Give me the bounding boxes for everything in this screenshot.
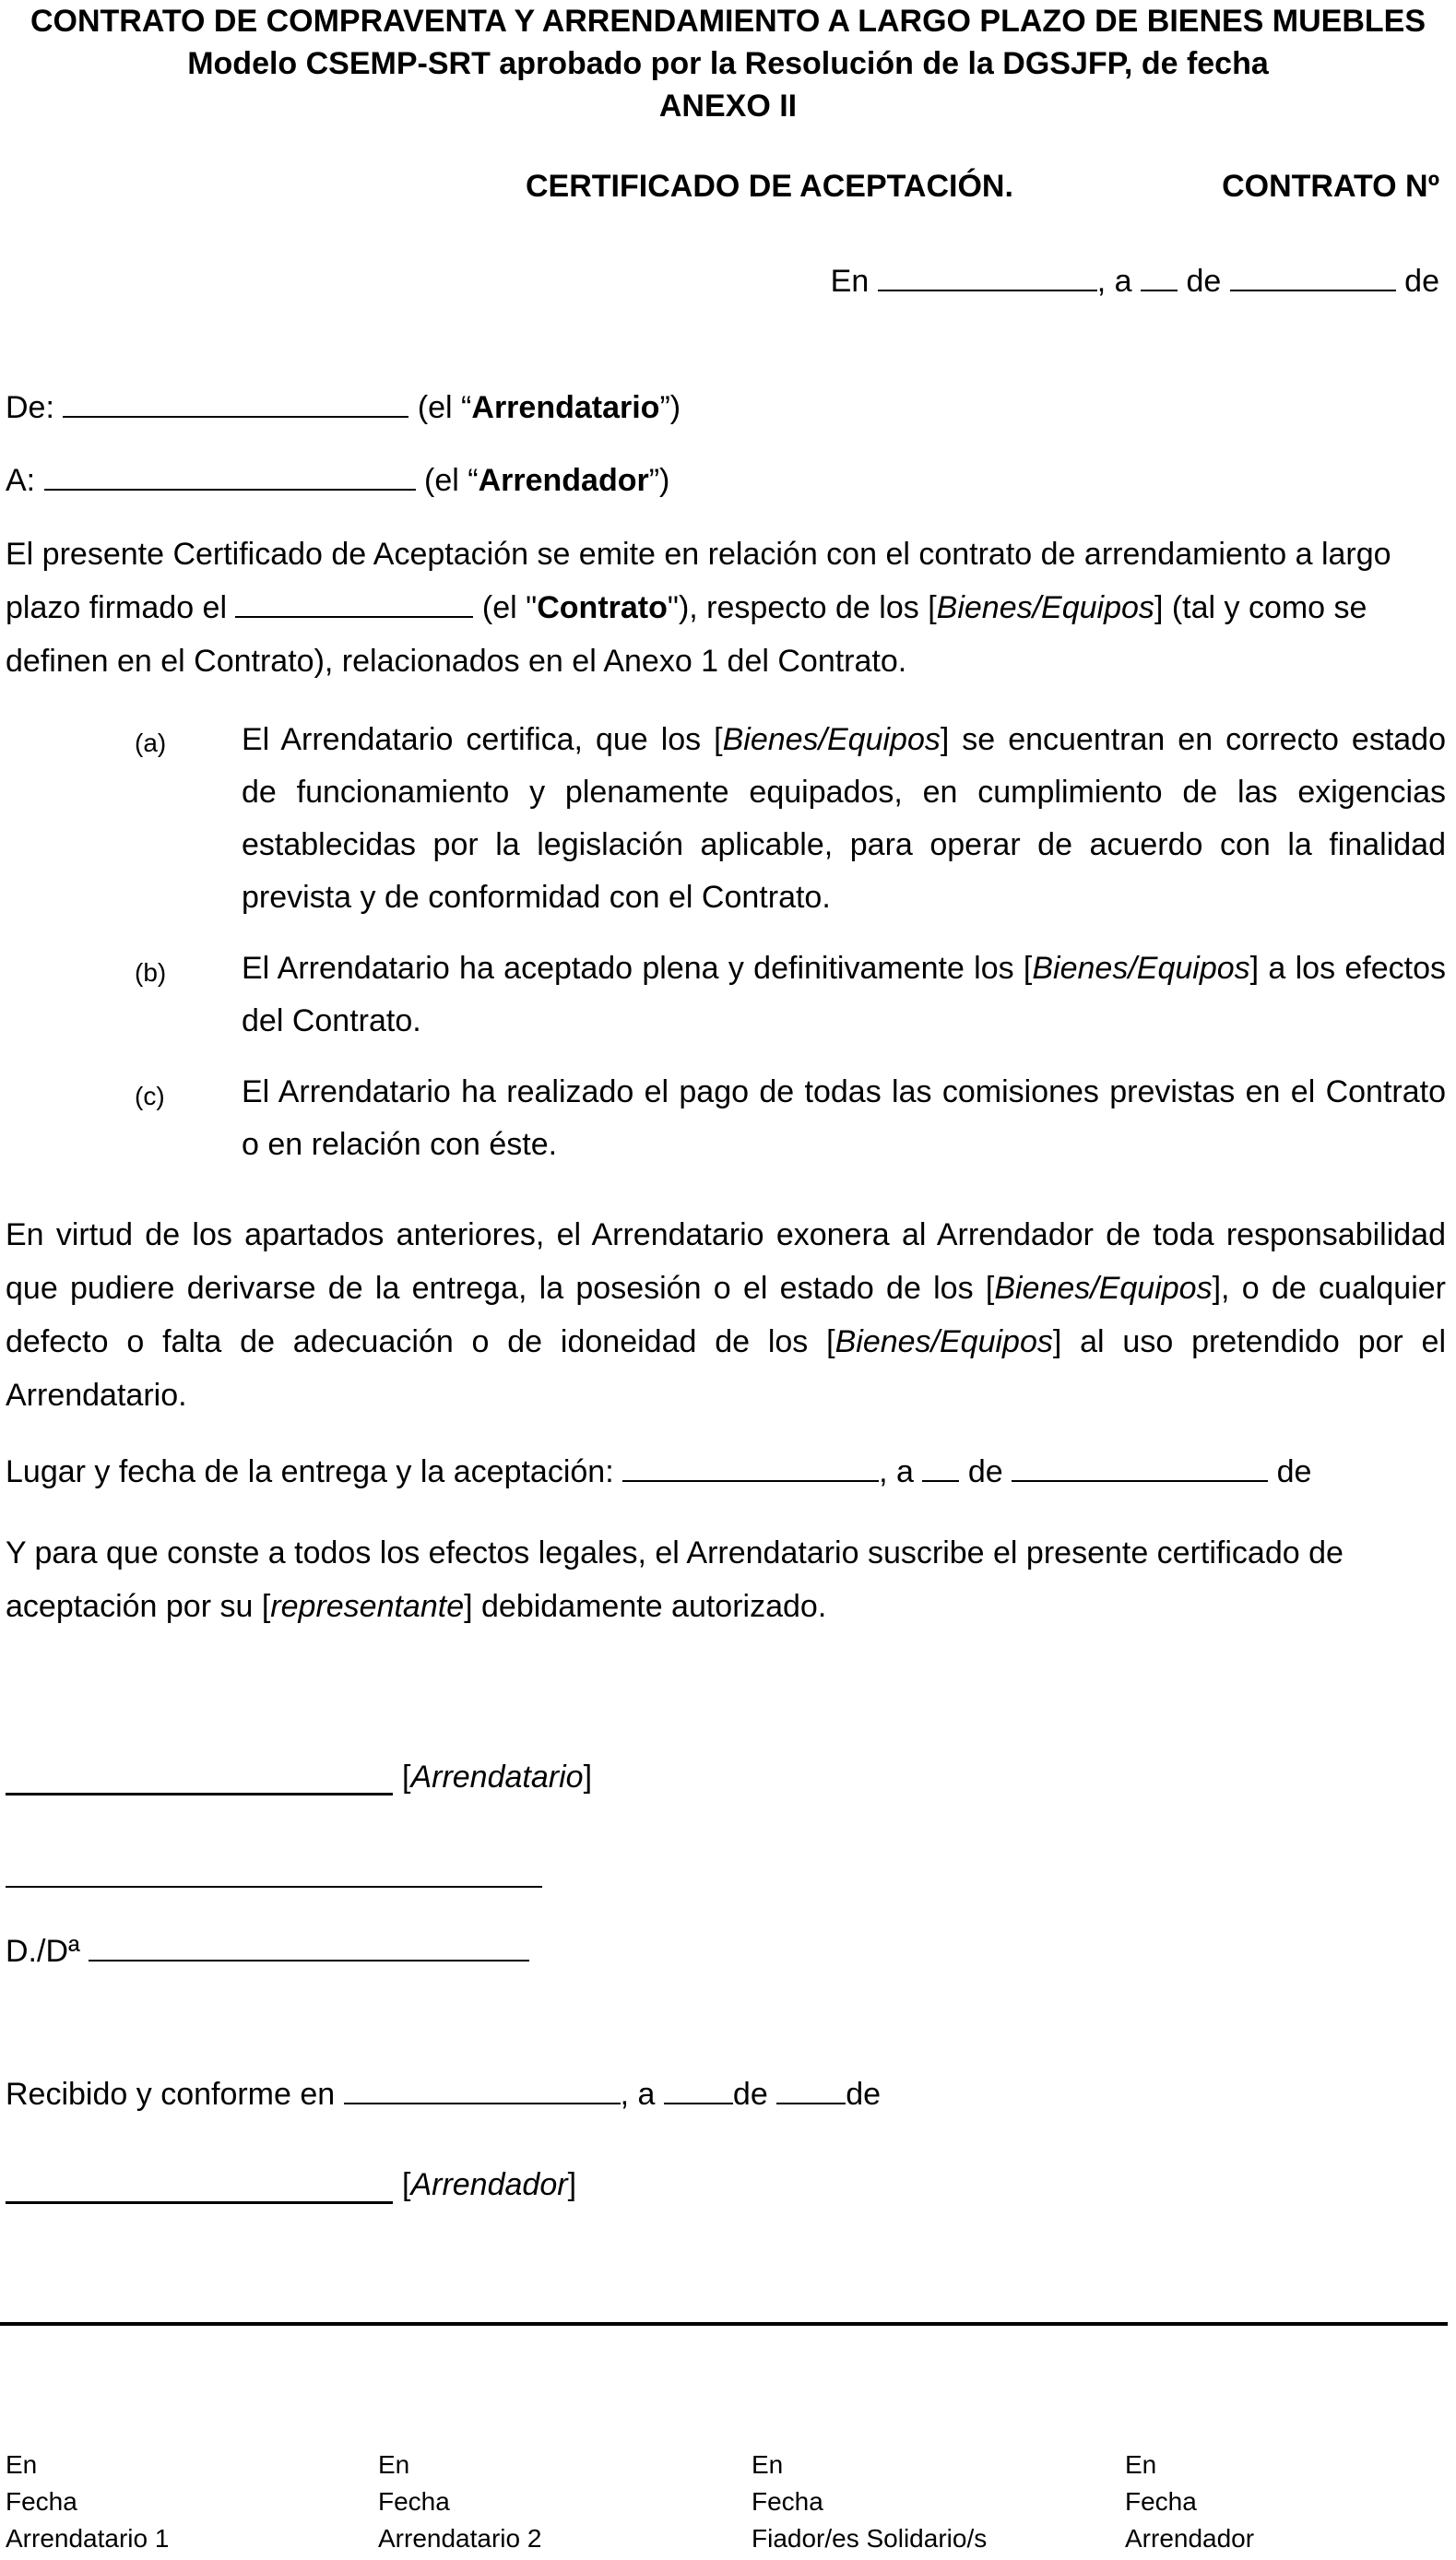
lessee-role: Arrendatario [471,390,660,425]
month-blank [1230,289,1396,291]
item-c-label: (c) [135,1082,165,1110]
dd-blank [89,1959,529,1961]
exoneration-paragraph: En virtud de los apartados anteriores, el Arrendatario exonera al Arrendador de toda responsabilidad que pudiere derivarse de la entrega, la posesión o el estado de los [Bienes/Equipos], o de cualquier defecto o falta de adecuación o de idoneidad de los [Bienes/Equipos] al uso pretendido por el Arrendatario. [6,1217,1447,1413]
lessee-signature-line [6,1793,393,1796]
certificate-title: CERTIFICADO DE ACEPTACIÓN. [526,169,1013,204]
received-place-blank [344,2102,621,2104]
footer-col-lessee-2: En Fecha Arrendatario 2 [378,2450,542,2553]
received-month-blank [776,2102,846,2104]
received-day-blank [664,2102,733,2104]
closing-paragraph: Y para que conste a todos los efectos legales, el Arrendatario suscribe el presente certificado de aceptación por su [representante] debidamente autorizado. [6,1535,1344,1624]
item-b-text: El Arrendatario ha aceptado plena y definitivamente los [Bienes/Equipos] a los efectos del Contrato. [242,951,1446,1038]
from-line: De: (el “Arrendatario”) [6,390,681,425]
from-blank [63,415,408,418]
header-model: Modelo CSEMP-SRT aprobado por la Resolución de la DGSJFP, de fecha [187,46,1269,81]
footer-col-lessor: En Fecha Arrendador [1125,2450,1255,2553]
received-line: Recibido y conforme en , a de de [6,2077,882,2112]
item-a-text: El Arrendatario certifica, que los [Bienes/Equipos] se encuentran en correcto estado de funcionamiento y plenamente equipados, en cumplimiento de las exigencias establecidas por la legislación aplicable, para operar de acuerdo con la finalidad prevista y de conformidad con el Contrato. [242,722,1446,915]
delivery-line: Lugar y fecha de la entrega y la aceptación: , a de de [6,1454,1312,1489]
place-blank [878,289,1097,291]
delivery-day-blank [922,1479,959,1482]
footer-col-lessee-1: En Fecha Arrendatario 1 [6,2450,170,2553]
delivery-month-blank [1012,1479,1268,1482]
intro-paragraph: El presente Certificado de Aceptación se emite en relación con el contrato de arrendamiento a largo plazo firmado el (el "Contrato"), respecto de los [Bienes/Equipos] (tal y como se definen en el Contrato), relacionados en el Anexo 1 del Contrato. [6,537,1391,679]
delivery-place-blank [622,1479,879,1482]
contract-number-label: CONTRATO Nº [1222,169,1439,204]
item-b-label: (b) [135,958,167,987]
header-title: CONTRATO DE COMPRAVENTA Y ARRENDAMIENTO A LARGO PLAZO DE BIENES MUEBLES [30,4,1426,39]
lessor-role: Arrendador [478,463,649,498]
lessee-signature-label: [Arrendatario] [402,1760,593,1795]
place-date-line: En , a de de [830,264,1439,299]
to-line: A: (el “Arrendador”) [6,463,670,498]
lessor-signature-label: [Arrendador] [402,2167,577,2202]
lessor-signature-line [6,2201,393,2204]
item-a-label: (a) [135,729,167,757]
signed-date-blank [235,615,473,618]
document-header [0,0,1456,127]
day-blank [1141,289,1178,291]
name-line [6,1886,542,1888]
header-annex: ANEXO II [658,89,798,124]
item-c-text: El Arrendatario ha realizado el pago de todas las comisiones previstas en el Contrato o en relación con éste. [242,1074,1446,1162]
dd-line: D./Dª [6,1934,529,1970]
footer-rule [0,2322,1448,2326]
to-blank [44,488,416,491]
footer-col-guarantor: En Fecha Fiador/es Solidario/s [752,2450,988,2553]
